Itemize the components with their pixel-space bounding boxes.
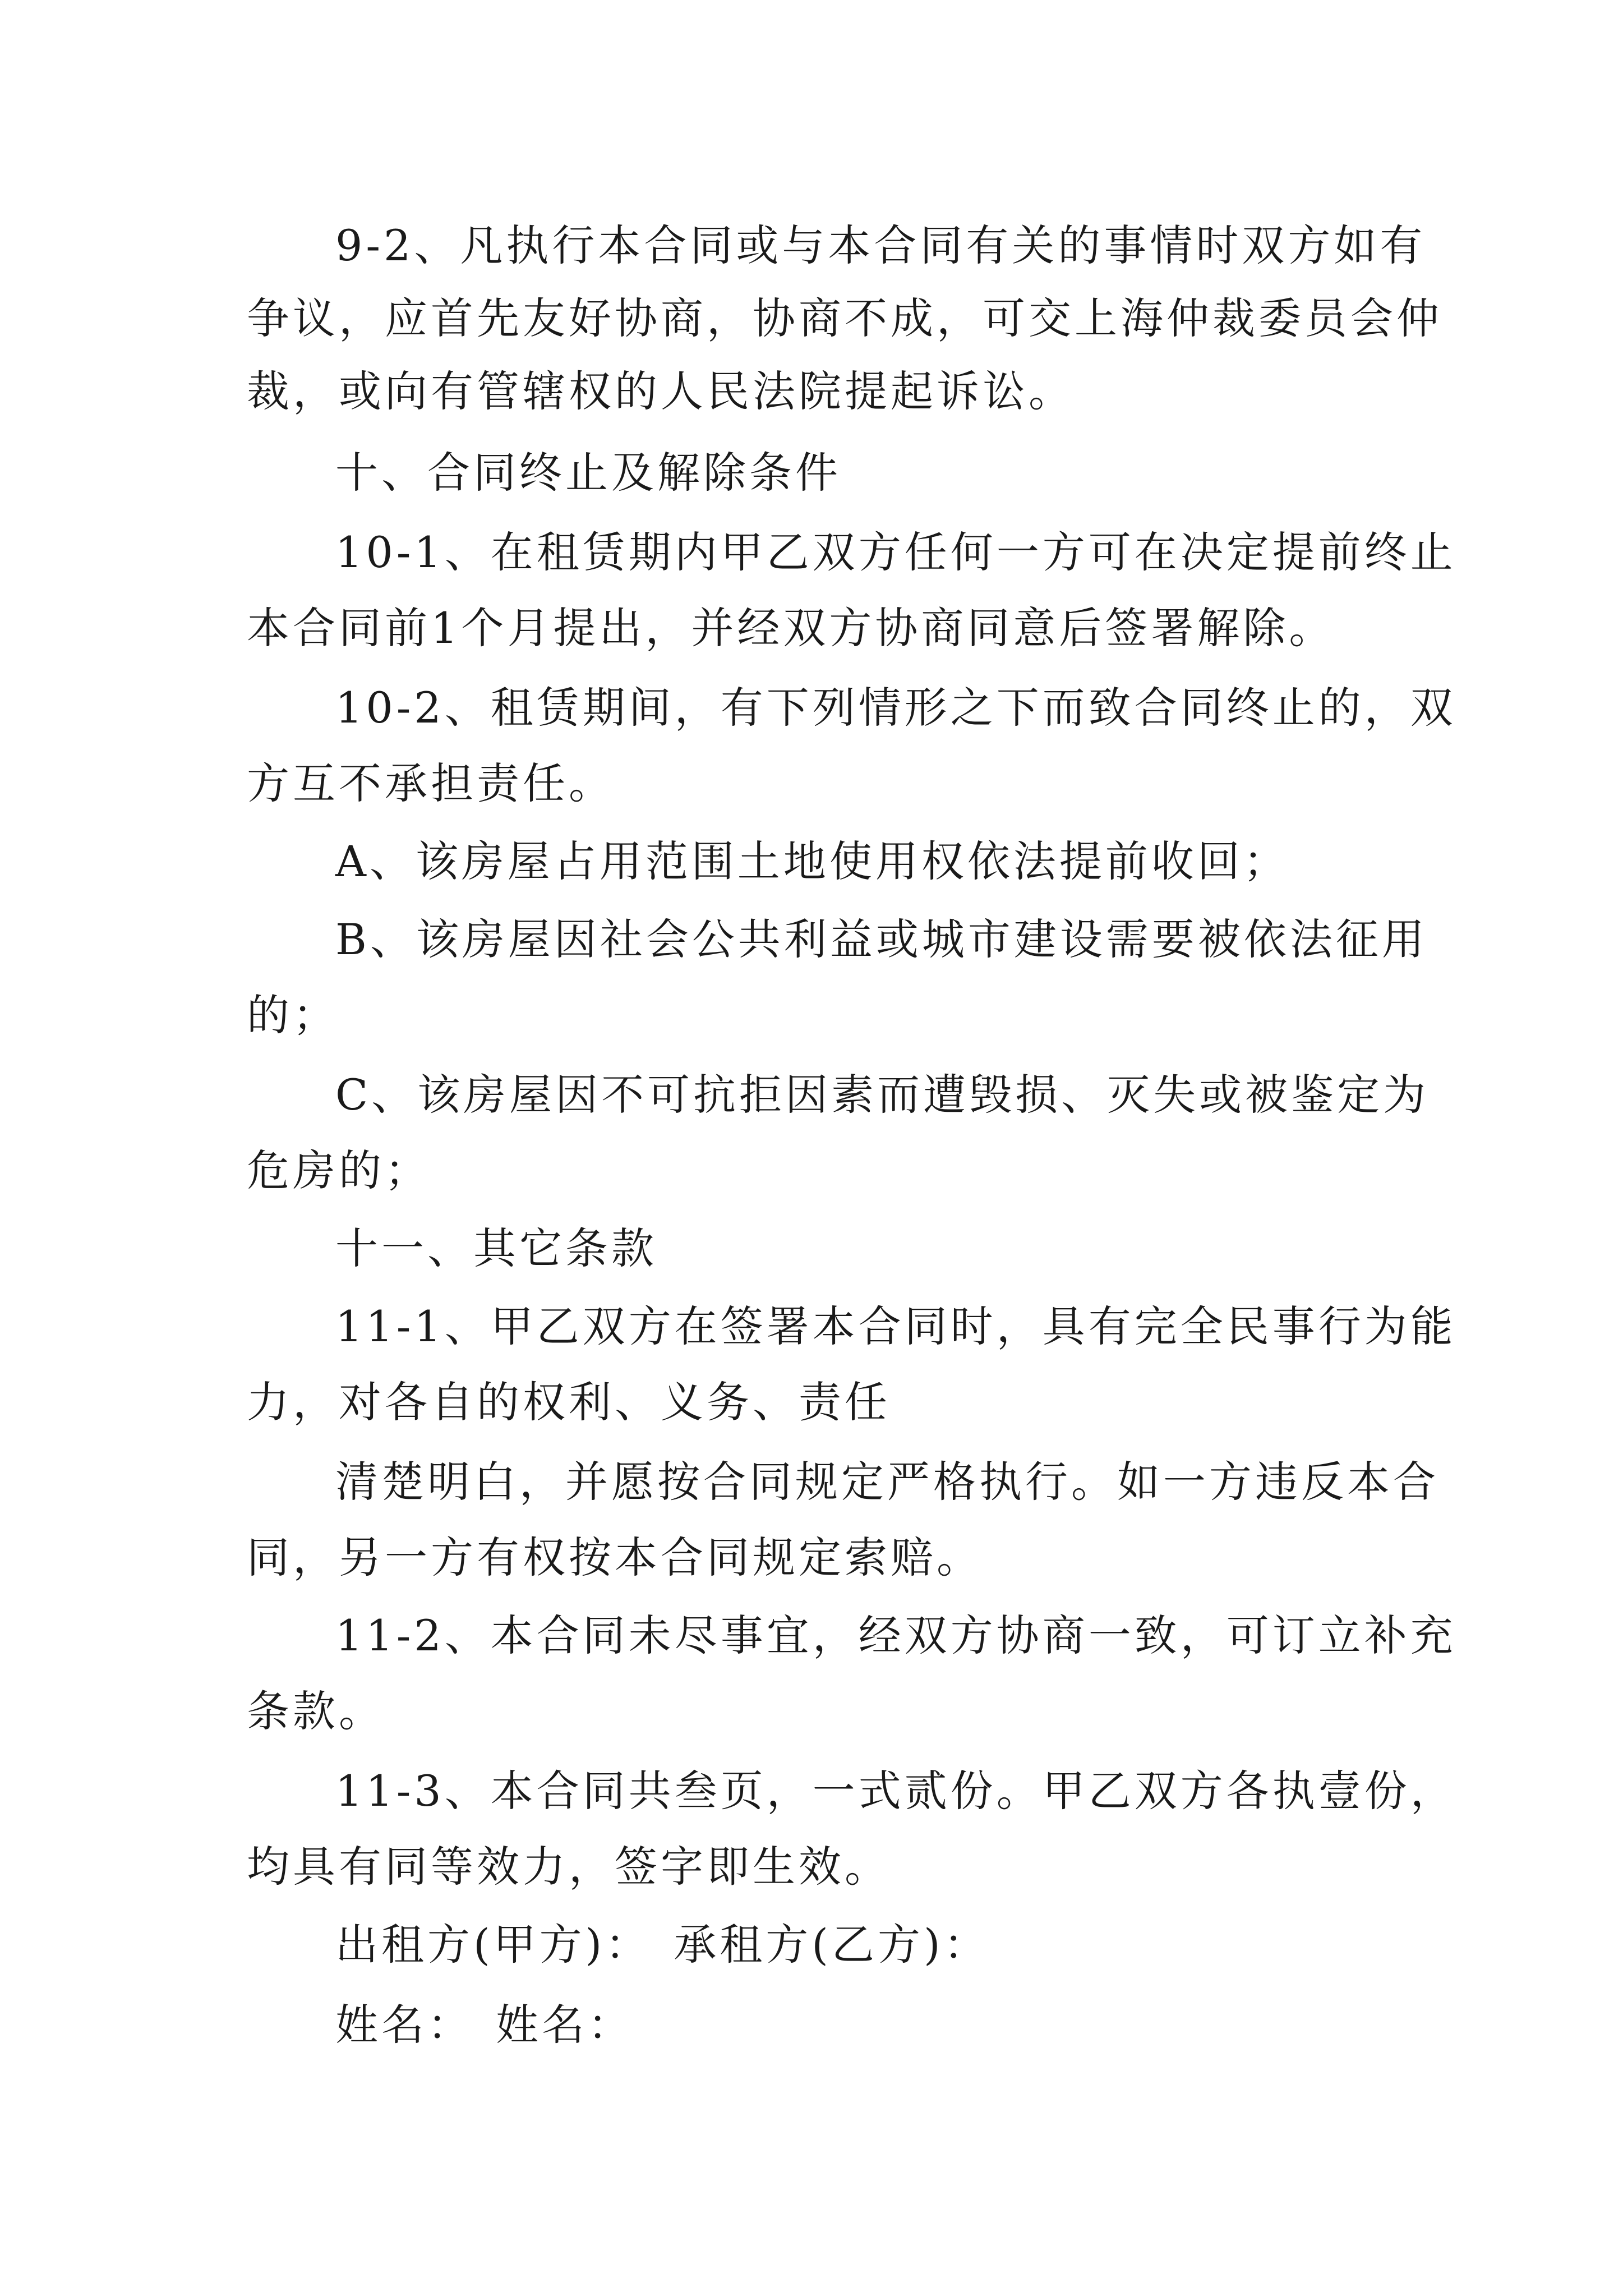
paragraph-line: 均具有同等效力，签字即生效。 xyxy=(247,1842,891,1892)
lessor-name-label: 姓名： xyxy=(335,2000,473,2050)
paragraph-line: 清楚明白，并愿按合同规定严格执行。如一方违反本合 xyxy=(335,1457,1439,1507)
paragraph-line: 9-2、凡执行本合同或与本合同有关的事情时双方如有 xyxy=(335,220,1426,270)
paragraph-line: 本合同前1个月提出，并经双方协商同意后签署解除。 xyxy=(247,603,1335,653)
paragraph-line: 11-3、本合同共叁页，一式贰份。甲乙双方各执壹份， xyxy=(335,1766,1456,1816)
paragraph-line: 条款。 xyxy=(247,1686,385,1736)
paragraph-line: A、该房屋占用范围土地使用权依法提前收回； xyxy=(335,836,1289,886)
paragraph-line: 裁，或向有管辖权的人民法院提起诉讼。 xyxy=(247,366,1075,416)
paragraph-line: 争议，应首先友好协商，协商不成，可交上海仲裁委员会仲 xyxy=(247,293,1442,343)
paragraph-line: 11-1、甲乙双方在签署本合同时，具有完全民事行为能 xyxy=(335,1301,1456,1351)
signature-names-line xyxy=(0,1989,1623,2062)
signature-parties-line xyxy=(0,1908,1623,1981)
section-heading: 十、合同终止及解除条件 xyxy=(335,448,841,498)
paragraph-line: 11-2、本合同未尽事宜，经双方协商一致，可订立补充 xyxy=(335,1611,1456,1660)
paragraph-line: 方互不承担责任。 xyxy=(247,758,615,808)
paragraph-line: 的； xyxy=(247,990,339,1040)
lessee-label: 承租方(乙方)： xyxy=(674,1920,990,1970)
lessor-label: 出租方(甲方)： xyxy=(335,1920,652,1970)
paragraph-line: 危房的； xyxy=(247,1145,431,1195)
paragraph-line: 力，对各自的权利、义务、责任 xyxy=(247,1377,891,1427)
section-heading: 十一、其它条款 xyxy=(335,1223,657,1273)
paragraph-line: 10-2、租赁期间，有下列情形之下而致合同终止的，双 xyxy=(335,683,1456,733)
paragraph-line: B、该房屋因社会公共利益或城市建设需要被依法征用 xyxy=(335,914,1428,964)
paragraph-line: 同，另一方有权按本合同规定索赔。 xyxy=(247,1533,983,1582)
paragraph-line: C、该房屋因不可抗拒因素而遭毁损、灭失或被鉴定为 xyxy=(335,1070,1430,1120)
paragraph-line: 10-1、在租赁期内甲乙双方任何一方可在决定提前终止 xyxy=(335,527,1456,577)
lessee-name-label: 姓名： xyxy=(496,2000,634,2050)
